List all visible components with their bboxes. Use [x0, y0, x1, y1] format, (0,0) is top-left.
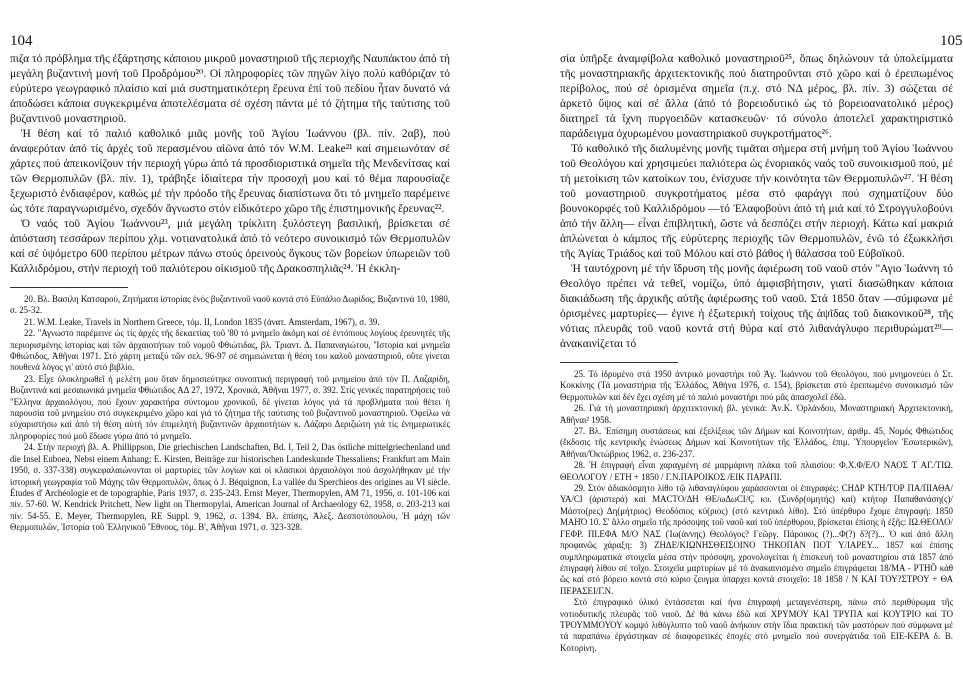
left-page-number: 104 — [10, 33, 33, 49]
body-paragraph: Ἡ ταυτόχρονη μέ τήν ἵδρυση τῆς μονῆς ἀφιέρωση τοῦ ναοῦ στόν "Αγιο Ἰωάννη τό Θεολόγο πρέπει νά τεθεῖ, νομίζω, ὑπό ἀμφισβήτησιν, γιατί διασώθηκαν κάποια διακιάδωση τῆς ἀρχικῆς αὐτῆς ἀφιέρωσης τοῦ ναοῦ. Στά 1850 ὅταν —σύμφωνα μέ ὁρισμένες μαρτυρίες— ἐγινε ἡ ἐξωτερική τοίχους τῆς ἀψῖδας τοῦ διακονικοῦ²⁸, τῆς νότιας πλευρᾶς τοῦ ναοῦ κοντά στή θύρα καί στό λιθανάγλυφο περιθυρώματ²⁹— ἀνακαινίζεται τό — [560, 263, 953, 350]
body-paragraph: Ἡ θέση καί τό παλιό καθολικό μιᾶς μονῆς τοῦ Ἁγίου Ἰωάννου (βλ. πίν. 2αβ), πού ἀναφερόταν ἀπό τίς ἀρχές τοῦ περασμένου αἰῶνα ἀπό τόν W.M. Leake²¹ καί σημειωνόταν σέ χάρτες πού ἀπεικονίζουν τήν περιοχή γύρω ἀπό τά προσδιοριστικά σημεῖα τῆς Μενδενίτσας καί τῶν Θερμοπυλῶν (βλ. πίν. 1), τράβηξε ἰδιαίτερα τήν προσοχή μου καί τό θέμα παρουσίαζε ξεχωριστό ἐνδιαφέρον, καθώς μέ τήν πρόοδο τῆς ἔρευνας διαπίστωνα ὅτι τό μνημεῖο παρέμεινε ὡς τότε παραγνωρισμένο, σχεδόν ἄγνωστο στόν εἰδικότερο χῶρο τῆς ἐπιστημονικῆς ἔρευνας²². — [10, 128, 450, 215]
right-page-column — [560, 52, 953, 688]
right-page-number: 105 — [940, 33, 963, 49]
footnote: 22. "Αγνωστο παρέμεινε ὡς τίς ἀρχές τῆς δεκαετίας τοῦ '80 τό μνημεῖο ἀκόμη καί σέ ἐντόπιους λογίους ἐρευνητές τῆς περιορισμένης ἱστορίας καί τῶν ἀρχαιοτήτων τοῦ νομοῦ Φθιώτιδας, βλ. Τριαντ. Δ. Παπαναγιώτου, 'Ἱστορία καί μνημεῖα Φθιώτιδος, Ἀθῆναι 1971. Στό χάρτη μεταξύ τῶν σελ. 96-97 σέ σημειώνεται ἡ θέση του καλοῦ μοναστηριοῦ, οὔτε γίνεται πουθενά λόγος γι' αὐτό στό βιβλίο. — [10, 328, 450, 373]
footnote: 27. Βλ. Ἐπίσημη συστάσεως καί ἐξελίξεως τῶν Δήμων καί Κοινοτήτων, ἀριθμ. 45, Νομός Φθιώτιδος (ἔκδοσις τῆς κεντρικῆς ἑνώσεως Δήμων καί Κοινοτήτων τῆς Ἑλλάδος, ἐπιμ. Ὑπουργεῖον Ἐσωτερικῶν), Ἀθῆναι/Ὀκτώβριος 1962, σ. 236-237. — [560, 426, 953, 459]
footnote: 25. Τό ἱδρυμένο στά 1950 ἀντρικό μοναστήρι τοῦ Ἁγ. Ἰωάννου τοῦ Θεολόγου, πού μνημονεύει ὁ Στ. Κοκκίνης (Τά μοναστήρια τῆς Ἑλλάδος, Ἀθήνα 1976, σ. 154), βρίσκεται στό ἐρειπωμένο συνοικισμό τῶν Θερμοπυλῶν καί δέν ἔχει σχέση μέ τό παλιό μοναστήρι πού μᾶς ἀπασχολεῖ ἐδῶ. — [560, 369, 953, 402]
left-page-column — [10, 52, 450, 688]
body-paragraph: σία ὑπῆρξε ἀναμφίβολα καθολικό μοναστηριοῦ²⁵, ὅπως δηλώνουν τά ὑπολείμματα τῆς μοναστηριακῆς ἀρχιτεκτονικῆς πού διατηροῦνται στό χῶρο καί ὁ ἐρειπωμένος περίβολος, πού σέ ὁρισμένα σημεῖα (π.χ. στό ΝΔ μέρος, βλ. πίν. 3) σώζεται σέ ἀρκετό ὕψος καί σέ ἄλλα (ἀπό τό βορειοδυτικό ὡς τό βορειοανατολικό μέρος) διατηρεῖ τά ἴχνη πυργοειδῶν κατασκευῶν· τό σύνολο ἀποτελεῖ χαρακτηριστικό παράδειγμα ὀχυρωμένου μοναστηριακοῦ συγκροτήματος²⁶. — [560, 53, 953, 140]
footnote: 23. Εἶχε ὀλοκληρωθεῖ ἡ μελέτη μου ὅταν δημοσιεύτηκε συνοπτική περιγραφή τοῦ μνημείου ἀπό τόν Π. Λαζαρίδη, Βυζαντινά καί μεσαιωνικά μνημεῖα Φθιώτιδος ΑΔ 27, 1972, Χρονικά, Ἀθῆναι 1977, σ. 392. Στίς γενικές παρατηρήσεις τοῦ "Ελληνα ἀρχαιολόγου, πού ἔχουν χαρακτήρα σύντομου χρονικοῦ, δέ γίνεται λόγος γιά τά προβλήματα πού θέτει ἡ παρουσία τοῦ μνημείου στό συγκεκριμένο χῶρο καί γιά τό ζήτημα τῆς ταύτισης τοῦ βυζαντινοῦ μοναστηριοῦ. Ὀφείλω νά εὐχαριστήσω καί ἀπό τή θέση αὐτή τόν ἐπιμελητή βυζαντινῶν ἀρχαιοτήτων κ. Λάζαρο Δεριζιώτη γιά τίς ἐνημερωτικές πληροφορίες πού μοῦ ἔδωσε γύρω ἀπό τό μνημεῖο. — [10, 373, 450, 441]
footnote-divider — [10, 287, 128, 288]
footnote-divider — [560, 362, 678, 363]
footnote: Στό ἐπιγραφικό ὑλικό ἐντάσσεται καί ἡνα ἐπιγραφή μεταγενέστερη, πάνω στό περιθύρωμα τῆς νοτιοδυτικῆς πλευρᾶς τοῦ ναοῦ. Δέ θά κάνω ἐδῶ καί ΧΡΥΜΟΥ ΚΑΙ ΤΡΥΠΑ καί ΚΟΥΤΡΙΟ καί ΤΟ ΤΡΟΥΜΜΟΥΟΥ κομψό λιθόγλυπτο τοῦ ναοῦ ἀνήκουν στήν ἴδια πρακτική τῶν μαστόρων πού σύμφωνα μέ τά παραπάνω ἐργάστηκαν σέ διαφορετικές ἐποχές στό μνημεῖο πού συνεργάτιδα τοῦ ΕΙΕ-ΚΕΡΑ δ. Β. Κοτορίνη. — [560, 597, 953, 653]
footnote: 21. W.M. Leake, Travels in Northern Greece, τόμ. II, London 1835 (ἀνατ. Amsterdam, 1967), σ. 39. — [24, 316, 380, 327]
footnote: 28. Ἡ ἐπιγραφή εἶναι χαραγμένη σέ μαρμάρινη πλάκα τοῦ πλαισίου: Φ.Χ.Φ/Ε/Ο ΝΑΟΣ Τ ΑΓ./ΤΙΩ. ΘΕΟΛΟΓΟΥ / ΕΤΗ + 1850 / Γ.Ν.ΠΑΡΟΙΚΟΣ /ΕΙΚ ΠΑΡΑΠΙ. — [560, 460, 953, 482]
footnote: 29. Στόν ἀδιακόσμητο λίθο τῷ λιθαναγλύφου χαράσσονται οἱ ἐπιγραφές: CΗΔΡ ΚΤΗ/ΤΟΡ ΠΑ/ΠΙΑΘΑ/ΥΑ/CΙ (ἀριστερά) καί ΜΑCΤΟ/ΔΗ ΘΕ/ωΔωCΙ/Ç κυ. (Συνδρ(ομητής) καί) κτήτορ Παπαθανάση(ς)/Μάστο(ρες) Δη(μήτριος) Θεοδόσιος κύ(ριος) (στό κεντρικό λίθο). Στό ὑπέρθυρο ἔχομε ἐπιγραφή: 1850 ΜΑΗΌ 10. Σ' ἄλλο σημεῖο τῆς πρόσοψης τοῦ ναοῦ καί τοῦ ὑπέρθυρου, βρίσκεται ἐπίσης ἡ ἐξῆς: ΙΩ.ΘΕΟΛΟ/ΓΕΦΡ. ΠΙ.ΕΦΑ Μ/Ο ΝΑΣ (Ἰω(άννης) Θεολόγος? Γεῶργ. Πάροικος (?)...Φ(?) δ?(?)... Ὁ καί ἀπό ἄλλη προφανῶς χάραξη: 3) ΖΗΔΕ/ΚΙΩΝΗΣΘΕΙΣΟΙΝΟ ΤΗΚΟΠΑΝ ΠΟΤ Υ/ΙΑΡΕΥ... 1857 καί ἐπίσης συμπληρωματικά στοιχεῖα μέσα στήν πρόσοψη, χρονολογείται ἡ ἐπισκευή τοῦ μοναστηρίου στά 1857 ἀπό ἐπιγραφή λίθου σέ τοῖχο. Στοιχεῖα μαρτυρίων μέ τό ἀνακαινισμένο σημεῖο ἐπιγράφεται 18/ΜΑ - PTHŌ κάθ ὥς καί στό βόρειο κοντά στό κύριο ζευγμα ὑπαρχει κοντά στοιχεῖο: 18 1858 / Ν ΚΑΙ ΤΟΥ?ΣΤΡΟΥ + ΘΑ ΠΕΡΑΣΕΙ/Γ.Ν. — [560, 483, 953, 596]
body-paragraph: Τό καθολικό τῆς διαλυμένης μονῆς τιμᾶται σήμερα στή μνήμη τοῦ Ἁγίου Ἰωάννου τοῦ Θεολόγου καί χρησιμεύει παλιότερα ὡς ἐνοριακός ναός τοῦ συνοικισμοῦ πού, μέ τή μετοίκιση τῶν κατοίκων του, ἐνίσχυσε τήν κοινότητα τῶν Θερμοπυλῶν²⁷. Ἡ θέση τοῦ μοναστηριοῦ συγκροτήματος μέσα στό φαράγγι πού σχηματίζουν δύο βουνοκορφές τοῦ Καλλιδρόμου —τό Ἐλαφοβούνι ἀπό τή μιά καί τό Στρογγυλοβούνι ἀπό τήν ἄλλη— εἶναι ἐπιβλητική, ὥστε νά δεσπόζει στήν περιοχή. Κάτω καί μακριά ἁπλώνεται ὁ κάμπος τῆς εὐρύτερης περιοχῆς τῶν Θερμοπυλῶν, ἐνῶ τό ἐξωκκλήσι τῆς Ἁγίας Τριάδος καί τοῦ Μόλου καί στό βάθος ἡ θάλασσα τοῦ Εὐβοϊκοῦ. — [560, 143, 953, 260]
body-paragraph: πιζα τό πρόβλημα τῆς ἐξάρτησης κάποιου μικροῦ μοναστηριοῦ τῆς περιοχῆς Ναυπάκτου ἀπό τή μεγάλη βυζαντινή μονή τοῦ Προδρόμου²⁰. Οἱ πληροφορίες τῶν πηγῶν λίγο πολύ καθόριζαν τό εὐρύτερο γεωγραφικό πλαίσιο καί μιά συστηματικότερη ἔρευνα ἐπί τοῦ πεδίου ἦταν δυνατό νά ἀποδώσει κάποια συγκεκριμένα ἀποτελέσματα σέ σχέση πάντα μέ τό ζήτημα τῆς ταύτισης τοῦ βυζαντινοῦ μοναστηριοῦ. — [10, 53, 450, 125]
footnote: 26. Γιά τή μοναστηριακή ἀρχιτεκτονική βλ. γενικά: Ἀν.Κ. Ὀρλάνδου, Μοναστηριακή Ἀρχιτεκτονική, Ἀθῆναι² 1958. — [560, 403, 953, 425]
footnote: 24. Στήν περιοχή βλ. A. Phillippson, Die griechischen Landschaften, Bd. I, Teil 2, Das östliche mittelgriechenland und die Insel Euboea, Nebst einem Anhang: E. Kirsten, Beiträge zur historischen Landeskunde Thessaliens; Frankfurt am Main 1950, σ. 337-338) συγκεφαλαιώνονται οἱ μαρτυρίες τῶν λογίων καί οἱ κλασικοί ἀρχαιολόγοι πού ἀσχολήθηκαν μέ τήν ἱστορική γεωγραφία τοῦ Μάχης τῶν Θερμοπυλῶν, ὅπως ὁ J. Béquignon, La vallée du Sperchieos des origines au VI siècle. Études d' Archéologie et de topographie, Paris 1937, σ. 235-243. Ernst Meyer, Thermopylen, AM 71, 1956, σ. 101-106 καί πίν. 57-60. W. Kendrick Pritchett, New light on Thermopylai, American Journal of Archaeology 62, 1958, σ. 203-213 καί πίν. 54-55. E. Meyer, Thermopylen, RE Suppl. 9, 1962, σ. 1394. Βλ. ἐπίσης, Ἀλεξ. Δεσποτόπουλου, Ἡ μάχη τῶν Θερμοπυλῶν, Ἱστορία τοῦ Ἑλληνικοῦ Ἔθνους, τόμ. Β', Ἀθῆναι 1971, σ. 323-328. — [10, 442, 450, 533]
body-paragraph: Ὁ ναός τοῦ Ἁγίου Ἰωάννου²³, μιά μεγάλη τρίκλιτη ξυλόστεγη βασιλική, βρίσκεται σέ ἀπόσταση τεσσάρων περίπου χλμ. νοτιανατολικά ἀπό τό νεότερο συνοικισμό τῶν Θερμοπυλῶν καί σέ ὑψόμετρο 600 περίπου μέτρων πάνω στούς ὀρεινούς ὄγκους τῶν βορείων ὑπωρειῶν τοῦ Καλλιδρόμου, στήν περιοχή τοῦ παλιότερου οἰκισμοῦ τῆς Δρακοσπηλιᾶς²⁴. Ἡ ἐκκλη- — [10, 218, 450, 275]
footnote: 20. Βλ. Βασιλη Κατσαρού, Ζητήματα ἱστορίας ἑνός βυζαντινοῦ ναοῦ κοντά στό Εὐπάλιο Δωρίδος, Βυζαντινά 10, 1980, σ. 25-32. — [10, 294, 450, 316]
